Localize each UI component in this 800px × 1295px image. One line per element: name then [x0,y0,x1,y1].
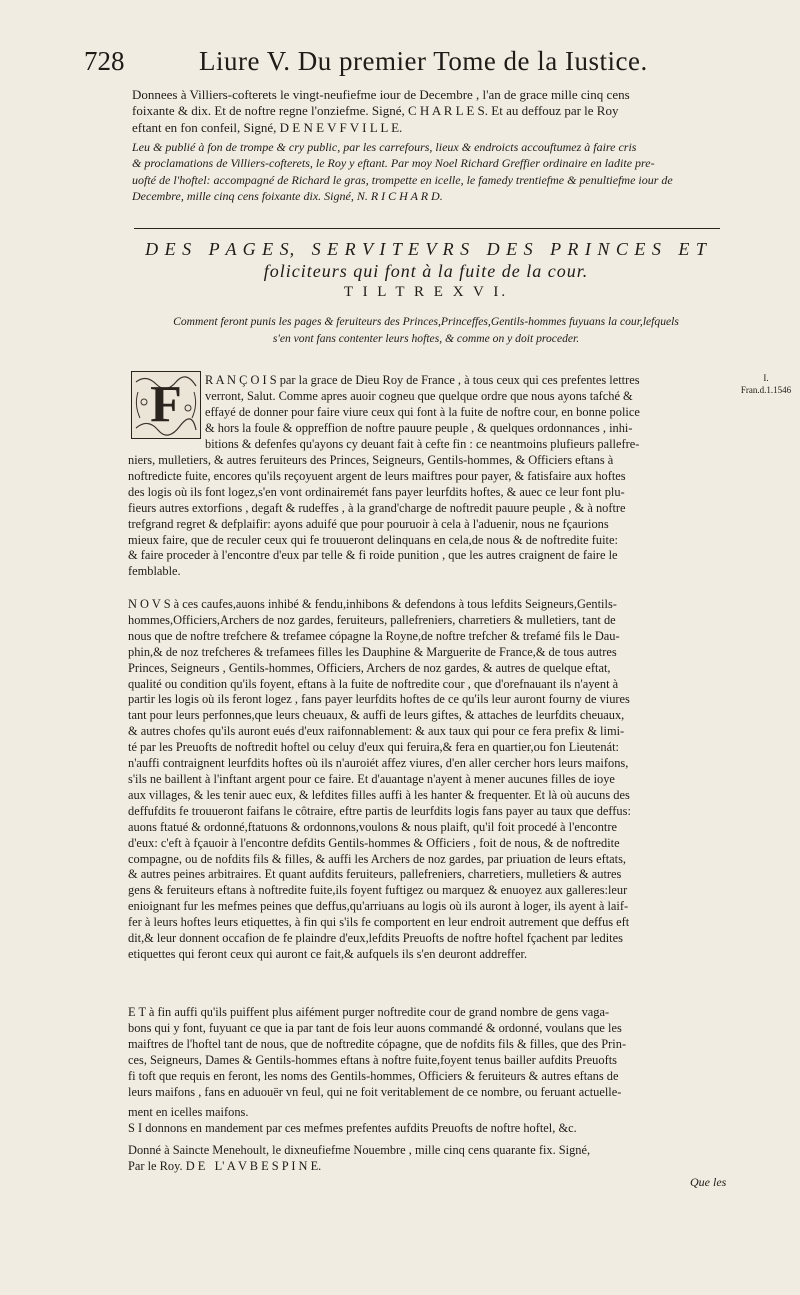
text-line: gens & feruiteurs eftans à noftredite fuite,ils foyent fuftigez ou marquez & enuoyez aux galleres:leur [128,883,628,898]
preamble-paragraph [132,87,630,136]
text-line: aux villages, & les tenir auec eux, & lefdites filles auffi à les hanter & frequenter. Et là où aucuns des [128,787,630,802]
text-line: foixante & dix. Et de noftre regne l'onziefme. Signé, C H A R L E S. Et au deffouz par le Roy [132,103,619,119]
opening-paragraph [205,373,640,453]
text-line: effayé de donner pour faire viure ceux qui font à la fuite de noftre cour, en bonne police [205,404,640,419]
body-paragraph-3 [128,1005,626,1100]
page-header [84,46,694,86]
text-line: bitions & defenfes qu'ayons cy deuant fait à cefte fin : ce neantmoins plufieurs pallefre- [205,436,640,451]
text-line: compagne, ou de nofdits fils & filles, & auffi les Archers de noz gardes, par priuation de leurs eftats, [128,851,627,866]
closing-signature [128,1143,590,1175]
text-line: femblable. [128,564,181,579]
summary-line: s'en vont fans contenter leurs hoftes, & comme on y doit proceder. [272,332,580,345]
text-line: fer à leurs hoftes leurs etiquettes, à fin qui s'ils fe comportent en leur endroit autrement que deffus eft [128,915,630,930]
text-line: d'eux: c'eft à fçauoir à l'encontre defdits Gentils-hommes & Officiers , foit de nous, & de noftredite [128,835,620,850]
text-line: & faire proceder à l'encontre d'eux par telle & fi roide punition , que les autres craignent de faire le [128,548,618,563]
text-line: & autres peines arbitraires. Et quant aufdits feruiteurs, pallefreniers, charretiers, mulletiers & autres [128,867,622,882]
text-line: tant pour leurs perfonnes,que leurs cheuaux, & auffi de leurs giftes, & attaches de leurfdits cheuaux, [128,708,625,723]
summary-line: Comment feront punis les pages & feruiteurs des Princes,Princeffes,Gentils-hommes fuyuans la cour,lefquels [173,315,679,328]
text-line: leurs maifons , fans en aduouër vn feul, qui ne foit veritablement de ce nombre, ou feruant actuelle- [128,1084,622,1099]
text-line: maiftres de l'hoftel tant de nous, que de noftredite cópagne, que de nofdits fils & filles, que des Prin- [128,1036,627,1051]
text-line: Donnees à Villiers-cofterets le vingt-neufiefme iour de Decembre , l'an de grace mille cinq cens [132,87,630,102]
margin-note: I. Fran.d.1.1546 [740,373,792,395]
text-line: deffufdits fe trouueront faifans le côtraire, eftre partis de leurfdits logis fans payer au taux que deffus: [128,803,631,818]
text-line: nous que de noftre trefchere & trefamee cópagne la Royne,de noftre trefcher & trefamé fils le Dau- [128,628,620,643]
text-line: n'auffi contraignent leurfdits hoftes où ils n'auroiét affez viures, d'en aller cercher hors leurs maifons, [128,756,629,771]
body-paragraph-2 [128,597,631,963]
text-line: té par les Preuofts de noftredit hoftel ou celuy d'eux qui feruira,& fera en quartier,ou fon Lieutenát: [128,740,619,755]
text-line: verront, Salut. Comme apres auoir cogneu que quelque ordre que nous ayons tafché & [205,388,633,403]
text-line: auons ftatué & ordonné,ftatuons & ordonnons,voulons & nous plaift, qu'il foit procedé à l'encontre [128,819,617,834]
text-line: partir les logis où ils feront logez , fans payer leurfdits hoftes de ce qu'ils leur auront fourny de viures [128,692,630,707]
folio-number: 728 [84,46,125,76]
text-line: fieurs autres extorfions , degaft & rudeffes , à la grand'charge de noftredit pauure peuple , & à noftre [128,500,626,515]
body-paragraph-1 [128,453,626,580]
text-line: E T à fin auffi qu'ils puiffent plus aifément purger noftredite cour de grand nombre de gens vaga- [128,1005,610,1019]
text-line: uofté de l'hoftel: accompagné de Richard le gras, trompette en icelle, le famedy trentiefme & penultiefme iour de [132,172,673,187]
text-line: s'ils ne baillent à l'inftant argent pour ce faire. Et d'auantage n'ayent à mener aucunes filles de ioye [128,771,615,786]
initial-letter: F [150,376,182,433]
title-line: D E S P A G E S, S E R V I T E V R S D E S P R I N C E S E T [145,239,707,259]
section-title [128,238,724,282]
text-line: Donné à Saincte Menehoult, le dixneufiefme Nouembre , mille cinq cens quarante fix. Signé, [128,1143,591,1157]
text-line: & hors la foule & oppreffion de noftre pauure peuple , & quelques ordonnances , inhi- [205,420,633,435]
decorated-initial [131,371,201,439]
running-title: Liure V. Du premier Tome de la Iustice. [199,46,648,76]
text-line: dit,& leur donnent occafion de fe plaindre d'eux,lefdits Preuofts de noftre hoftel fçachent par ledites [128,931,623,946]
title-line: foliciteurs qui font à la fuite de la cour. [263,261,589,281]
text-line: S I donnons en mandement par ces mefmes prefentes aufdits Preuofts de noftre hoftel, &c. [128,1120,577,1135]
text-line: Princes, Seigneurs , Gentils-hommes, Officiers, Archers de noz gardes, & autres de quelque eftat, [128,660,611,675]
text-line: etiquettes qui feront ceux qui auront ce fait,& aufquels ils s'en deuront addreffer. [128,946,528,961]
text-line: ces, Seigneurs, Dames & Gentils-hommes eftans à noftre fuite,foyent tenus bailler aufdits Preuofts [128,1052,617,1067]
text-line: noftredicte fuite, encores qu'ils reçoyuent argent de leurs maiftres pour payer, & fatisfaire aux hoftes [128,468,626,483]
catchword: Que les [690,1175,727,1189]
text-line: & proclamations de Villiers-cofterets, le Roy y eftant. Par moy Noel Richard Greffier ordinaire en ladite pre- [132,156,655,171]
text-line: niers, mulletiers, & autres feruiteurs des Princes, Seigneurs, Gentils-hommes, & Officiers eftans à [128,453,614,467]
text-line: trefgrand regret & defplaifir: ayons aduifé que pour pouruoir à cela à l'aduenir, nous ne fçaurions [128,516,609,531]
text-line: ment en icelles maifons. [128,1105,249,1119]
text-line: N O V S à ces caufes,auons inhibé & fendu,inhibons & defendons à tous lefdits Seigneurs,Gentils- [128,597,617,611]
section-divider [134,228,720,229]
text-line: Decembre, mille cinq cens foixante dix. Signé, N. R I C H A R D. [132,189,443,204]
text-line: R A N Ç O I S par la grace de Dieu Roy de France , à tous ceux qui ces prefentes lettres [205,373,640,387]
text-line: hommes,Officiers,Archers de noz gardes, feruiteurs, pallefreniers, charretiers & mulletiers, tant de [128,612,616,627]
text-line: phin,& de noz trefcheres & trefamees filles les Dauphine & Marguerite de France,& de tous autres [128,644,617,659]
text-line: fi toft que requis en feront, les noms des Gentils-hommes, Officiers & feruiteurs & autres eftans de [128,1068,619,1083]
section-summary [128,313,724,347]
text-line: & autres chofes qu'ils auront eués d'eux raifonnablement: & aux taux qui pour ce fera prefix & limi- [128,724,625,739]
text-line: qualité ou condition qu'ils foyent, eftans à la fuite de noftredite cour , que d'orefnauant ils n'ayent à [128,676,619,691]
text-line: enioignant fur les mefmes peines que deffus,qu'arriuans au logis où ils auront à loger, ils ayent à laif- [128,899,629,914]
text-line: mieux faire, que de reculer ceux qui fe trouueront delinquans en cela,de nous & de noftredite fuite: [128,532,618,547]
text-line: bons qui y font, fuyuant ce que ia par tant de fois leur auons commandé & ordonné, voulans que les [128,1020,622,1035]
text-line: eftant en fon confeil, Signé, D E N E V F V I L L E. [132,119,403,135]
body-paragraph-4 [128,1105,577,1137]
text-line: Leu & publié à fon de trompe & cry public, par les carrefours, lieux & endroicts accouftumez à faire cris [132,140,637,154]
publication-note [132,139,673,205]
text-line: Par le Roy. D E L' A V B E S P I N E. [128,1158,322,1173]
text-line: des logis où ils font logez,s'en vont ordinairemét fans payer leurfdits hoftes, & auec ce leur font plu- [128,484,625,499]
tiltre-heading: T I L T R E X V I. [343,284,509,300]
